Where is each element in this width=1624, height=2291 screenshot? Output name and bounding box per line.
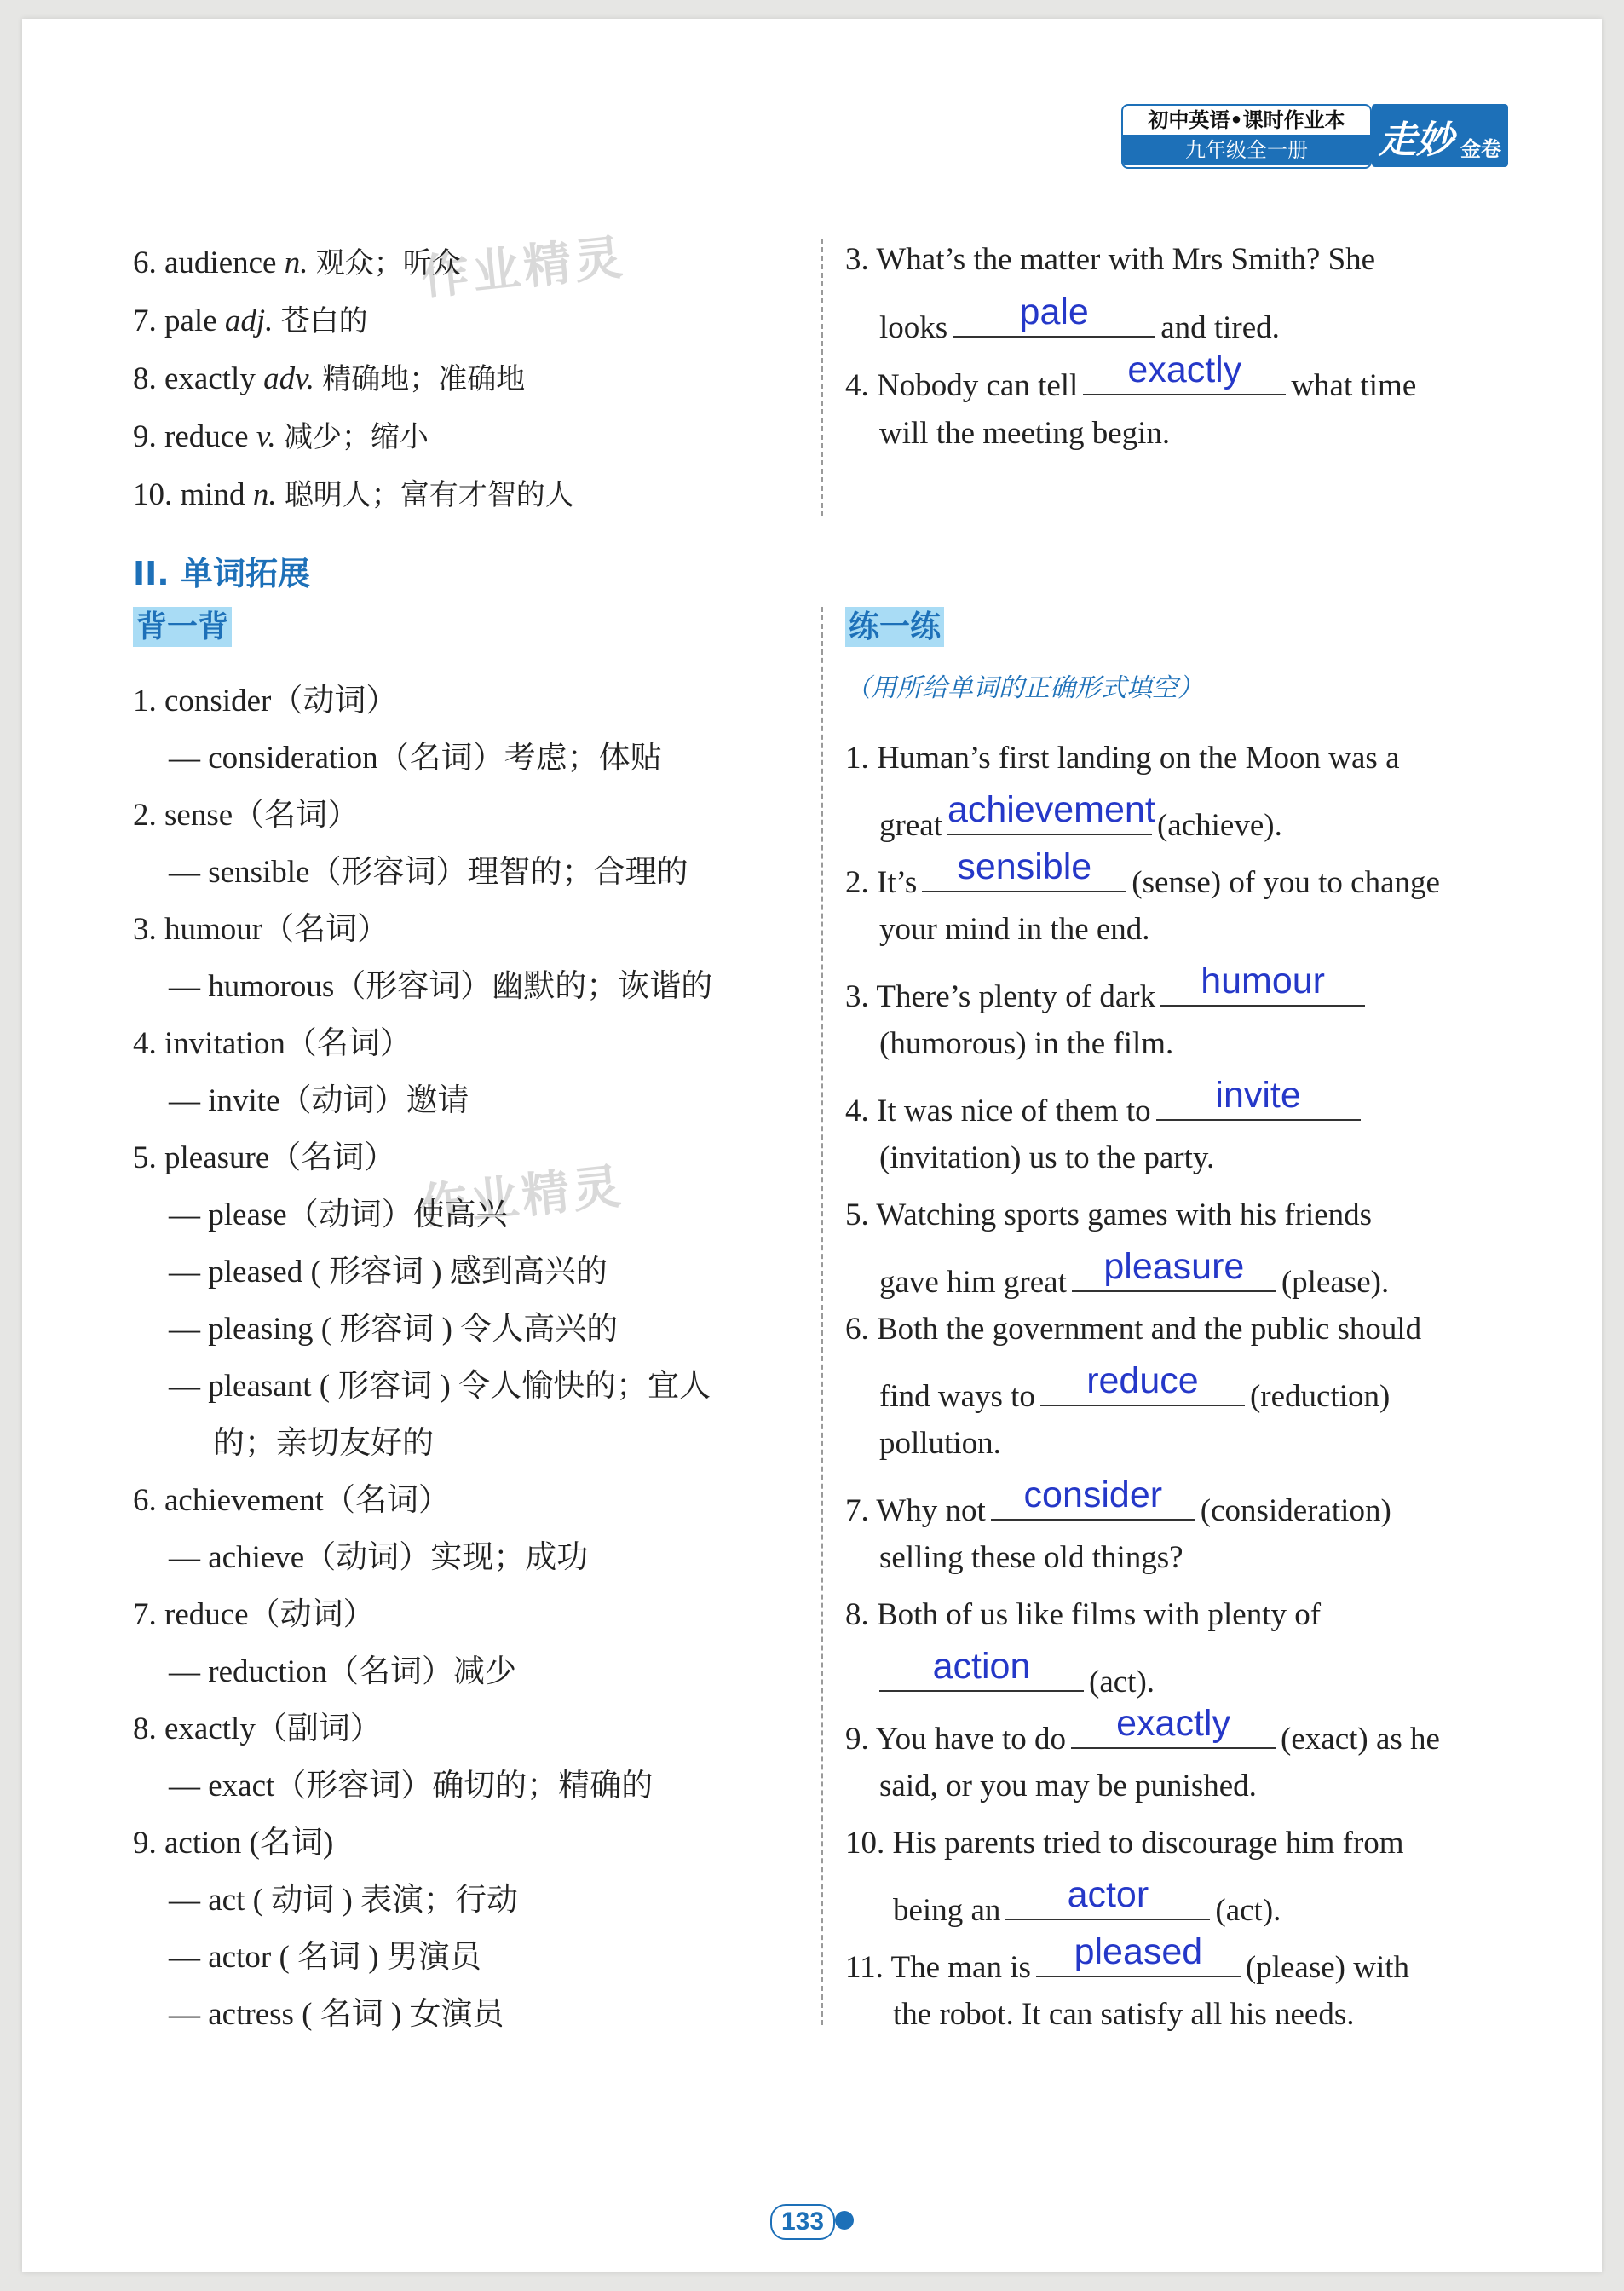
watermark: 作业精灵 (417, 1158, 627, 1236)
exercise-line: selling these old things? (879, 1540, 1183, 1575)
word-entry: 1. consider（动词） (133, 684, 398, 718)
column-divider-top (821, 239, 823, 516)
answer-blank[interactable] (1071, 1703, 1276, 1749)
answer-blank[interactable] (1160, 961, 1365, 1007)
word-derivative: — please（动词）使高兴 (169, 1197, 508, 1232)
word-derivative: — invite（动词）邀请 (169, 1083, 469, 1118)
brand-name: 走妙 (1379, 118, 1454, 162)
vocab-item: 8. exactly adv. 精确地；准确地 (133, 361, 526, 396)
word-entry: 2. sense（名词） (133, 798, 360, 833)
answer-blank[interactable] (1083, 349, 1286, 395)
exercise-line: 2. It’s sensible (sense) of you to change (845, 846, 1440, 900)
grade-label: 九年级全一册 (1123, 135, 1370, 165)
answer-text: achievement (947, 789, 1155, 830)
exercise-line: 10. His parents tried to discourage him from (845, 1826, 1404, 1861)
exercise-line: find ways to reduce (reduction) (879, 1360, 1391, 1414)
word-derivative: — exact（形容词）确切的；精确的 (169, 1769, 654, 1803)
page (22, 19, 1602, 2272)
answer-blank[interactable] (1036, 1931, 1241, 1977)
word-derivative: — sensible（形容词）理智的；合理的 (169, 855, 688, 890)
answer-blank[interactable] (953, 291, 1155, 338)
exercise-line: 9. You have to do exactly (exact) as he (845, 1703, 1440, 1757)
exercise-line: great achievement (achieve). (879, 789, 1282, 843)
exercise-line: the robot. It can satisfy all his needs. (893, 1997, 1355, 2032)
brand-logo (1372, 104, 1508, 167)
answer-text: actor (1067, 1874, 1149, 1915)
exercise-line: 3. There’s plenty of dark humour (845, 971, 1370, 1013)
page-number (770, 2204, 852, 2238)
answer-text: pleased (1074, 1931, 1203, 1972)
answer-blank[interactable] (1005, 1874, 1210, 1920)
tag-practice: 练一练 (845, 607, 944, 647)
exercise-line: 5. Watching sports games with his friends (845, 1197, 1373, 1232)
exercise-line: being an actor (act). (893, 1874, 1281, 1928)
exercise-line: action (act). (879, 1656, 1155, 1698)
exercise-line: 1. Human’s first landing on the Moon was a (845, 741, 1400, 776)
exercise-line: 7. Why not consider (consideration) (845, 1474, 1391, 1528)
exercise-line: 8. Both of us like films with plenty of (845, 1597, 1322, 1632)
exercise-line: said, or you may be punished. (879, 1769, 1257, 1803)
tag-memorize: 背一背 (133, 607, 232, 647)
word-derivative: — consideration（名词）考虑；体贴 (169, 741, 662, 776)
answer-text: exactly (1127, 349, 1242, 390)
column-divider-bottom (821, 607, 823, 2025)
page-number-dot (835, 2211, 854, 2230)
answer-blank[interactable] (922, 846, 1126, 892)
exercise-line: (humorous) in the film. (879, 1026, 1174, 1061)
section-title: II. 单词拓展 (133, 555, 310, 592)
answer-text: invite (1215, 1075, 1301, 1116)
word-derivative: — actor ( 名词 ) 男演员 (169, 1940, 481, 1975)
question-line: will the meeting begin. (879, 416, 1171, 451)
vocab-item: 7. pale adj. 苍白的 (133, 303, 368, 338)
instruction: （用所给单词的正确形式填空） (845, 673, 1203, 703)
question-line: 4. Nobody can tell exactly what time (845, 349, 1417, 403)
word-entry: 3. humour（名词） (133, 912, 389, 947)
word-entry: 6. achievement（名词） (133, 1483, 450, 1518)
word-entry: 4. invitation（名词） (133, 1026, 412, 1061)
word-entry: 5. pleasure（名词） (133, 1140, 396, 1175)
answer-blank[interactable] (1072, 1246, 1276, 1292)
word-derivative: — act ( 动词 ) 表演；行动 (169, 1883, 519, 1918)
brand-sub: 金卷 (1460, 137, 1501, 161)
answer-text: action (932, 1646, 1031, 1687)
answer-text: pleasure (1103, 1246, 1245, 1287)
exercise-line: gave him great pleasure (please). (879, 1246, 1390, 1300)
exercise-line: 6. Both the government and the public should (845, 1312, 1422, 1347)
watermark: 作业精灵 (418, 229, 629, 307)
exercise-line: (invitation) us to the party. (879, 1140, 1215, 1175)
answer-blank[interactable] (991, 1474, 1195, 1521)
answer-text: sensible (957, 846, 1092, 887)
exercise-line: 4. It was nice of them to invite (845, 1085, 1366, 1127)
question-line: 3. What’s the matter with Mrs Smith? She (845, 242, 1376, 277)
word-derivative: — pleasant ( 形容词 ) 令人愉快的；宜人 (169, 1369, 711, 1404)
word-derivative: — reduction（名词）减少 (169, 1654, 516, 1689)
word-derivative: — pleased ( 形容词 ) 感到高兴的 (169, 1255, 608, 1290)
word-derivative: — humorous（形容词）幽默的；诙谐的 (169, 969, 713, 1004)
answer-blank[interactable] (1156, 1075, 1361, 1121)
word-entry: 7. reduce（动词） (133, 1597, 375, 1632)
word-derivative: — actress ( 名词 ) 女演员 (169, 1997, 504, 2032)
word-derivative-continued: 的；亲切友好的 (213, 1426, 434, 1461)
word-entry: 9. action (名词) (133, 1826, 334, 1861)
answer-text: pale (1019, 291, 1089, 332)
exercise-line: pollution. (879, 1426, 1001, 1461)
vocab-item: 9. reduce v. 减少；缩小 (133, 419, 429, 454)
book-header (1121, 104, 1505, 165)
header-title-box (1121, 104, 1372, 169)
answer-blank[interactable] (947, 789, 1155, 835)
question-line: looks pale and tired. (879, 291, 1280, 345)
answer-blank[interactable] (1040, 1360, 1245, 1406)
exercise-line: 11. The man is pleased (please) with (845, 1931, 1410, 1985)
vocab-item: 6. audience n. 观众；听众 (133, 245, 461, 280)
book-title: 初中英语•课时作业本 (1148, 108, 1345, 132)
vocab-item: 10. mind n. 聪明人；富有才智的人 (133, 477, 574, 512)
exercise-line: your mind in the end. (879, 912, 1150, 947)
answer-text: reduce (1086, 1360, 1199, 1401)
word-entry: 8. exactly（副词） (133, 1711, 382, 1746)
word-derivative: — pleasing ( 形容词 ) 令人高兴的 (169, 1312, 619, 1347)
answer-text: consider (1023, 1474, 1163, 1515)
word-derivative: — achieve（动词）实现；成功 (169, 1540, 589, 1575)
answer-text: humour (1201, 961, 1325, 1001)
page-number-text: 133 (770, 2204, 835, 2240)
answer-text: exactly (1116, 1703, 1230, 1744)
